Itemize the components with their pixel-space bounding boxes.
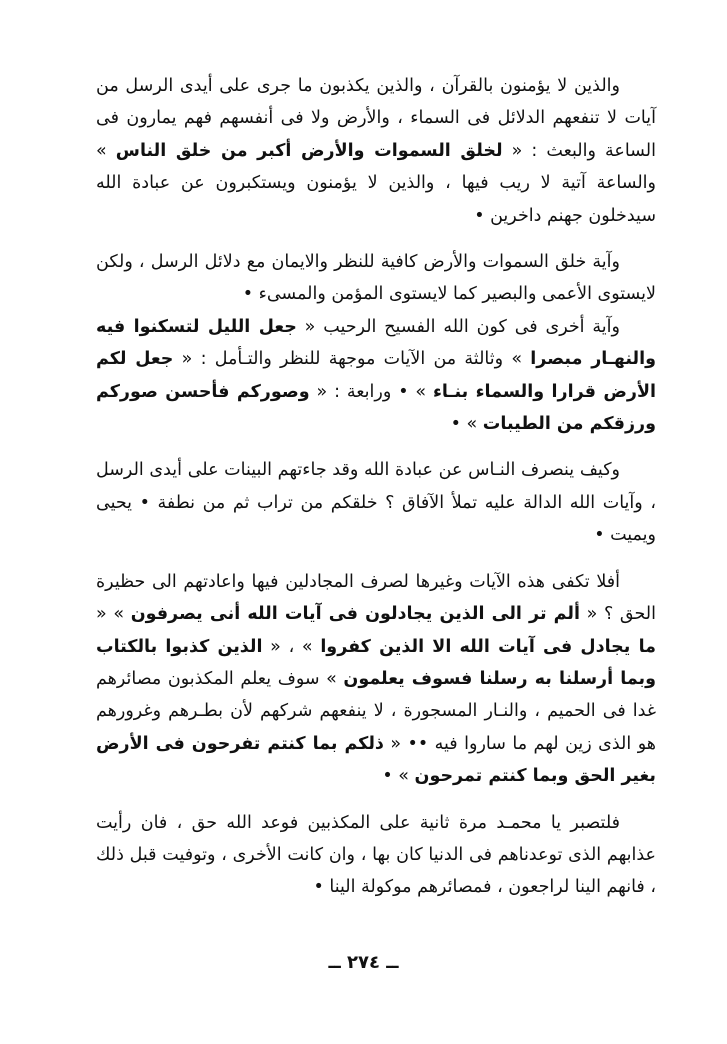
- quran-quote: ذلكم بما كنتم تفرحون فى الأرض بغير الحق وبما كنتم تمرحون: [96, 733, 656, 787]
- quran-quote: وصوركم فأحسن صوركم ورزقكم من الطيبات: [96, 381, 656, 435]
- page-number: ــ ٢٧٤ ــ: [328, 952, 399, 973]
- page-body: [96, 70, 656, 904]
- text-run: » والساعة آتية لا ريب فيها ، والذين لا يؤمنون ويستكبرون عن عبادة الله سيدخلون جهنم داخرين •: [96, 140, 656, 226]
- text-run: فلتصبر يا محمـد مرة ثانية على المكذبين فوعد الله حق ، فان رأيت عذابهم الذى توعدناهم فى الدنيا كان بها ، وان كانت الأخرى ، وتوفيت قبل ذلك ، فانهم الينا لراجعون ، فمصائرهم موكولة الينا •: [96, 812, 656, 898]
- paragraph-1: [96, 70, 656, 232]
- text-run: » •: [382, 766, 415, 787]
- paragraph-2: [96, 246, 656, 311]
- paragraph-6: [96, 807, 656, 904]
- quran-quote: الذين كذبوا بالكتاب وبما أرسلنا به رسلنا فسوف يعلمون: [96, 636, 656, 689]
- text-run: » • ورابعة : «: [309, 381, 433, 402]
- quran-quote: لخلق السموات والأرض أكبر من خلق الناس: [115, 140, 503, 161]
- text-run: » •: [450, 414, 483, 435]
- text-run: والذين لا يؤمنون بالقرآن ، والذين يكذبون ما جرى على أيدى الرسل من آيات لا تنفعهم الدلائل فى السماء ، والأرض ولا فى أنفسهم فهم يمارون فى الساعة والبعث : «: [96, 76, 656, 161]
- text-run: » «: [96, 604, 131, 625]
- text-run: » سوف يعلم المكذبون مصائرهم غدا فى الحميم ، والنـار المسجورة ، لا ينفعهم شركهم لأن بطـرهم وغرورهم هو الذى زين لهم ما ساروا فيه •• «: [96, 668, 656, 754]
- text-run: وآية خلق السموات والأرض كافية للنظر والايمان مع دلائل الرسل ، ولكن لايستوى الأعمى والبصير كما لايستوى المؤمن والمسىء •: [96, 252, 656, 305]
- paragraph-4: [96, 454, 656, 551]
- text-run: » وثالثة من الآيات موجهة للنظر والتـأمل : «: [173, 349, 531, 370]
- quran-quote: ما يجادل فى آيات الله الا الذين كفروا: [320, 636, 656, 657]
- quran-quote: جعل الليل لتسكنوا فيه والنهـار مبصرا: [96, 316, 656, 370]
- paragraph-5: [96, 566, 656, 793]
- text-run: وكيف ينصرف النـاس عن عبادة الله وقد جاءتهم البينات على أيدى الرسل ، وآيات الله الدالة عليه تملأ الآفاق ؟ خلقكم من تراب ثم من نطفة • يحيى ويميت •: [96, 460, 656, 546]
- text-run: » ، «: [262, 636, 321, 657]
- text-run: أفلا تكفى هذه الآيات وغيرها لصرف المجادلين فيها واعادتهم الى حظيرة الحق ؟ «: [96, 571, 656, 625]
- quran-quote: ألم تر الى الذين يجادلون فى آيات الله أنى يصرفون: [130, 604, 580, 625]
- paragraph-3: [96, 311, 656, 441]
- quran-quote: جعل لكم الأرض قرارا والسماء بنـاء: [96, 349, 656, 402]
- text-run: وآية أخرى فى كون الله الفسيح الرحيب «: [296, 316, 620, 337]
